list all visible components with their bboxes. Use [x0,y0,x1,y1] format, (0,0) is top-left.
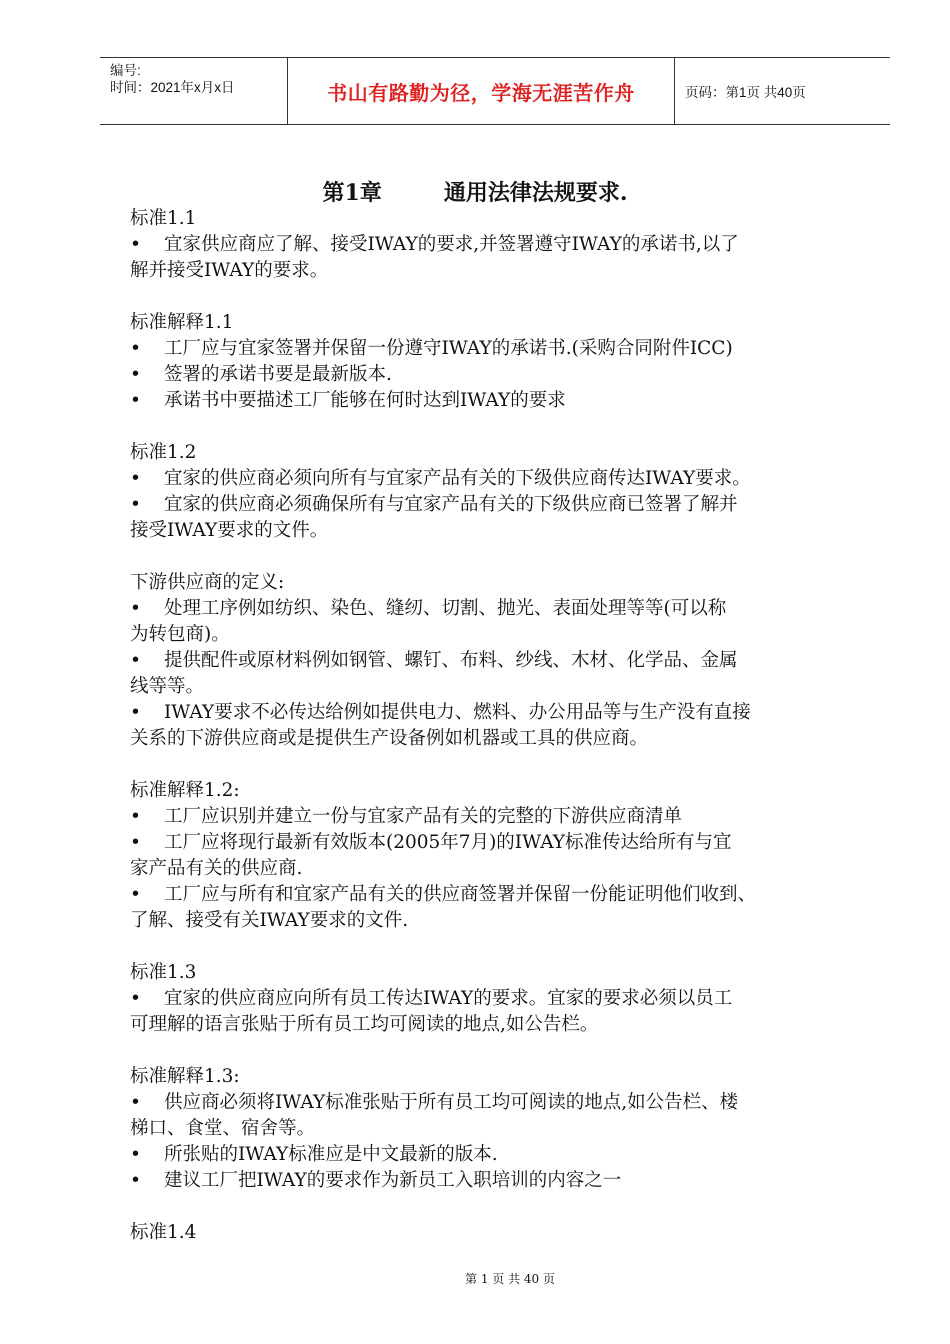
bullet-marker: • [130,494,141,515]
page-header [100,57,890,125]
bullet-text: 工厂应识别并建立一份与宜家产品有关的完整的下游供应商清单 [164,806,683,827]
bullet-item [130,1090,870,1142]
bullet-item [130,648,870,700]
section-heading: 下游供应商的定义: [130,572,285,593]
bullet-marker: • [130,832,141,853]
header-motto: 书山有路勤为径，学海无涯苦作舟 [288,58,675,124]
bullet-text: 工厂应与宜家签署并保留一份遵守IWAY的承诺书.(采购合同附件ICC) [164,338,733,359]
bullet-text: 宜家供应商应了解、接受IWAY的要求,并签署遵守IWAY的承诺书,以了 [164,234,739,255]
chapter-title [0,176,950,207]
bullet-item [130,492,870,544]
bullet-text: 处理工序例如纺织、染色、缝纫、切割、抛光、表面处理等等(可以称 [164,598,727,619]
bullet-text: 工厂应将现行最新有效版本(2005年7月)的IWAY标准传达给所有与宜 [164,832,732,853]
header-page-label: 页码：第1页 共40页 [685,85,806,100]
chapter-heading: 通用法律法规要求. [443,180,628,206]
paragraph-spacer [130,1194,870,1220]
bullet-text-continued: 可理解的语言张贴于所有员工均可阅读的地点,如公告栏。 [130,1014,599,1035]
paragraph-spacer [130,1038,870,1064]
bullet-text: 供应商必须将IWAY标准张贴于所有员工均可阅读的地点,如公告栏、楼 [164,1092,739,1113]
paragraph-spacer [130,544,870,570]
chapter-number: 第1章 [322,180,382,206]
bullet-item [130,700,870,752]
paragraph-spacer [130,934,870,960]
bullet-item [130,830,870,882]
bullet-marker: • [130,598,141,619]
bullet-text-continued: 家产品有关的供应商. [130,858,303,879]
bullet-marker: • [130,468,141,489]
document-number-label: 编号: [110,63,141,78]
bullet-text-continued: 了解、接受有关IWAY要求的文件. [130,910,409,931]
bullet-marker: • [130,1144,141,1165]
header-meta [100,58,288,124]
bullet-marker: • [130,338,141,359]
bullet-text-continued: 关系的下游供应商或是提供生产设备例如机器或工具的供应商。 [130,728,649,749]
bullet-item [130,986,870,1038]
bullet-marker: • [130,1092,141,1113]
bullet-text: 工厂应与所有和宜家产品有关的供应商签署并保留一份能证明他们收到、 [164,884,757,905]
bullet-marker: • [130,364,141,385]
bullet-item [130,804,870,830]
bullet-text: 签署的承诺书要是最新版本. [164,364,392,385]
paragraph-spacer [130,414,870,440]
bullet-text: 所张贴的IWAY标准应是中文最新的版本. [164,1144,498,1165]
bullet-item [130,362,870,388]
paragraph-spacer [130,752,870,778]
bullet-item [130,388,870,414]
bullet-item [130,882,870,934]
section-heading: 标准解释1.1 [130,312,234,333]
section-heading: 标准1.1 [130,208,197,229]
bullet-text-continued: 解并接受IWAY的要求。 [130,260,329,281]
bullet-marker: • [130,390,141,411]
bullet-marker: • [130,702,141,723]
bullet-marker: • [130,1170,141,1191]
bullet-text: 宜家的供应商应向所有员工传达IWAY的要求。宜家的要求必须以员工 [164,988,733,1009]
bullet-marker: • [130,988,141,1009]
section-heading: 标准1.2 [130,442,197,463]
bullet-text-continued: 梯口、食堂、宿舍等。 [130,1118,316,1139]
bullet-item [130,1168,870,1194]
bullet-item [130,596,870,648]
bullet-text: 建议工厂把IWAY的要求作为新员工入职培训的内容之一 [164,1170,622,1191]
bullet-text-continued: 接受IWAY要求的文件。 [130,520,329,541]
bullet-text: IWAY要求不必传达给例如提供电力、燃料、办公用品等与生产没有直接 [164,702,751,723]
bullet-text-continued: 线等等。 [130,676,205,697]
bullet-item [130,336,870,362]
bullet-item [130,466,870,492]
document-time-label: 时间：2021年x月x日 [110,80,235,95]
section-heading: 标准解释1.3: [130,1066,240,1087]
bullet-text: 提供配件或原材料例如钢管、螺钉、布料、纱线、木材、化学品、金属 [164,650,738,671]
bullet-text: 承诺书中要描述工厂能够在何时达到IWAY的要求 [164,390,566,411]
bullet-text: 宜家的供应商必须确保所有与宜家产品有关的下级供应商已签署了解并 [164,494,738,515]
bullet-marker: • [130,806,141,827]
bullet-item [130,232,870,284]
bullet-marker: • [130,650,141,671]
bullet-item [130,1142,870,1168]
bullet-marker: • [130,234,141,255]
section-heading: 标准1.4 [130,1222,197,1243]
section-heading: 标准解释1.2: [130,780,240,801]
paragraph-spacer [130,284,870,310]
section-heading: 标准1.3 [130,962,197,983]
bullet-marker: • [130,884,141,905]
bullet-text-continued: 为转包商)。 [130,624,230,645]
page-footer: 第 1 页 共 40 页 [465,1272,555,1286]
document-body [130,206,870,1246]
bullet-text: 宜家的供应商必须向所有与宜家产品有关的下级供应商传达IWAY要求。 [164,468,751,489]
